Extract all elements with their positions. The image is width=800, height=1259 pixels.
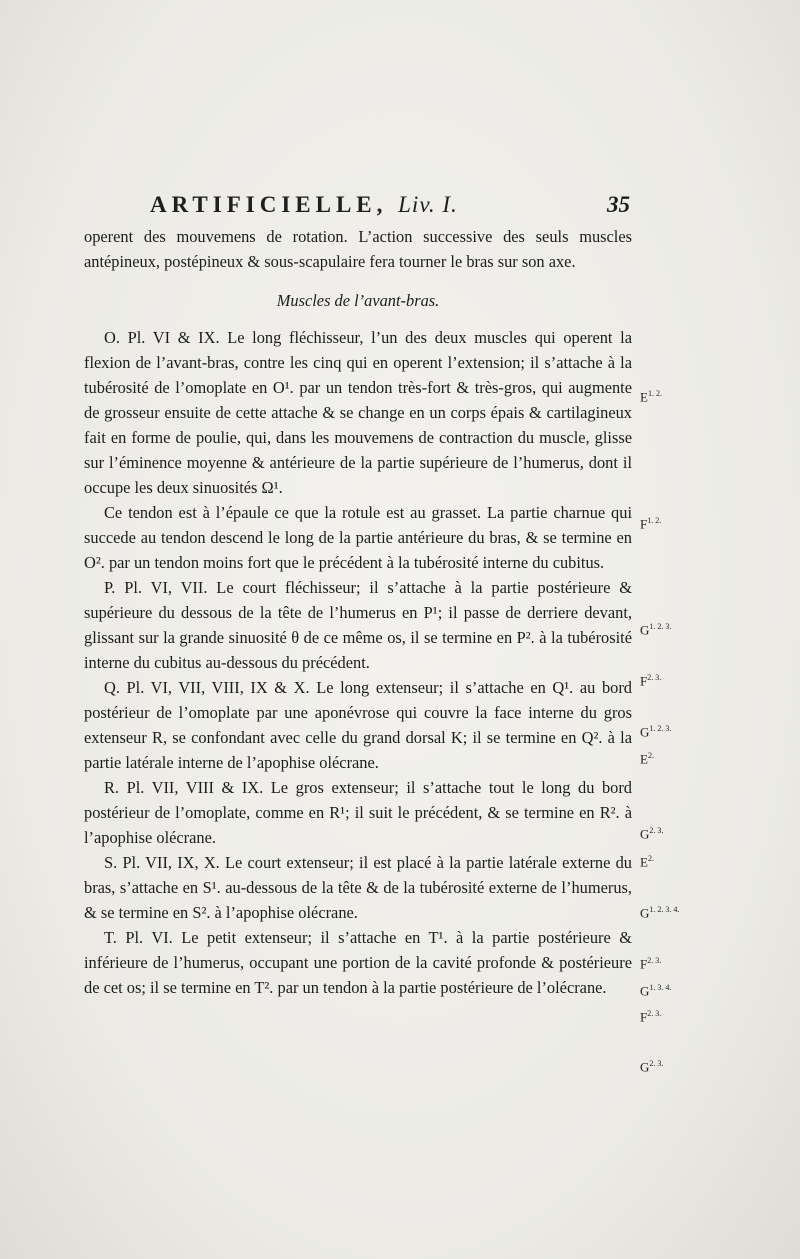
margin-note: $E^{2.}$ bbox=[640, 751, 654, 767]
margin-note: $F^{2. 3.}$ bbox=[640, 956, 662, 972]
paragraph-q: Q. Pl. VI, VII, VIII, IX & X. Le long extenseur; il s’attache en Q¹. au bord postérieur de l’omoplate par une aponévrose qui couvre la face interne du gros extenseur R, se confondant avec celle du grand dorsal K; il se termine en Q². à la partie latérale interne de l’apophise olécrane. bbox=[84, 678, 632, 772]
margin-note: $F^{2. 3.}$ bbox=[640, 673, 662, 689]
margin-note: $G^{2. 3.}$ bbox=[640, 826, 664, 842]
paragraph-p: P. Pl. VI, VII. Le court fléchisseur; il s’attache à la partie postérieure & supérieure du dessous de la tête de l’humerus en P¹; il passe de derriere devant, glissant sur la grande sinuosité θ de ce même os, il se termine en P². à la tubérosité interne du cubitus au-dessous du précédent. bbox=[84, 578, 632, 672]
running-title: ARTIFICIELLE, Liv. I. bbox=[150, 192, 458, 217]
margin-note: $G^{1. 2. 3. 4.}$ bbox=[640, 905, 680, 921]
margin-note: $E^{1. 2.}$ bbox=[640, 389, 662, 405]
margin-note: $E^{2.}$ bbox=[640, 854, 654, 870]
intro-paragraph: operent des mouvemens de rotation. L’action successive des seuls muscles antépineux, postépineux & sous-scapulaire fera tourner le bras sur son axe. bbox=[84, 227, 632, 271]
paragraph-tendon: Ce tendon est à l’épaule ce que la rotule est au grasset. La partie charnue qui succede au tendon descend le long de la partie antérieure du bras, & se termine en O². par un tendon moins fort que le précédent à la tubérosité interne du cubitus. bbox=[84, 503, 632, 572]
margin-note: $G^{1. 2. 3.}$ bbox=[640, 622, 672, 638]
paragraph-o: O. Pl. VI & IX. Le long fléchisseur, l’un des deux muscles qui operent la flexion de l’avant-bras, contre les cinq qui en operent l’extension; il s’attache à la tubérosité de l’omoplate en O¹. par un tendon très-fort & très-gros, qui augmente de grosseur ensuite de cette attache & se change en un corps épais & cartilagineux fait en forme de poulie, qui, dans les mouvemens de contraction du muscle, glisse sur l’éminence moyenne & antérieure de la partie supérieure de l’humerus, dont il occupe les deux sinuosités Ω¹. bbox=[84, 328, 632, 497]
margin-note: $F^{2. 3.}$ bbox=[640, 1009, 662, 1025]
margin-note: $G^{1. 3. 4.}$ bbox=[640, 983, 672, 999]
section-title: Muscles de l’avant-bras. bbox=[276, 291, 440, 310]
margin-note: $F^{1. 2.}$ bbox=[640, 516, 662, 532]
paragraph-r: R. Pl. VII, VIII & IX. Le gros extenseur; il s’attache tout le long du bord postérieur de l’omoplate, comme en R¹; il suit le précédent, & se termine en R². à l’apophise olécrane. bbox=[84, 778, 632, 847]
margin-note: $G^{2. 3.}$ bbox=[640, 1059, 664, 1075]
paragraph-s: S. Pl. VII, IX, X. Le court extenseur; il est placé à la partie latérale externe du bras, s’attache en S¹. au-dessous de la tête & de la tubérosité externe de l’humerus, & se termine en S². à l’apophise olécrane. bbox=[84, 853, 632, 922]
margin-note: $G^{1. 2. 3.}$ bbox=[640, 724, 672, 740]
page-body bbox=[84, 224, 632, 1000]
paragraph-t: T. Pl. VI. Le petit extenseur; il s’attache en T¹. à la partie postérieure & inférieure de l’humerus, occupant une portion de la cavité profonde & postérieure de cet os; il se termine en T². par un tendon à la partie postérieure de l’olécrane. bbox=[84, 928, 632, 997]
page-header bbox=[150, 192, 630, 224]
book-number: Liv. I. bbox=[398, 192, 458, 217]
page-number: 35 bbox=[607, 192, 630, 217]
